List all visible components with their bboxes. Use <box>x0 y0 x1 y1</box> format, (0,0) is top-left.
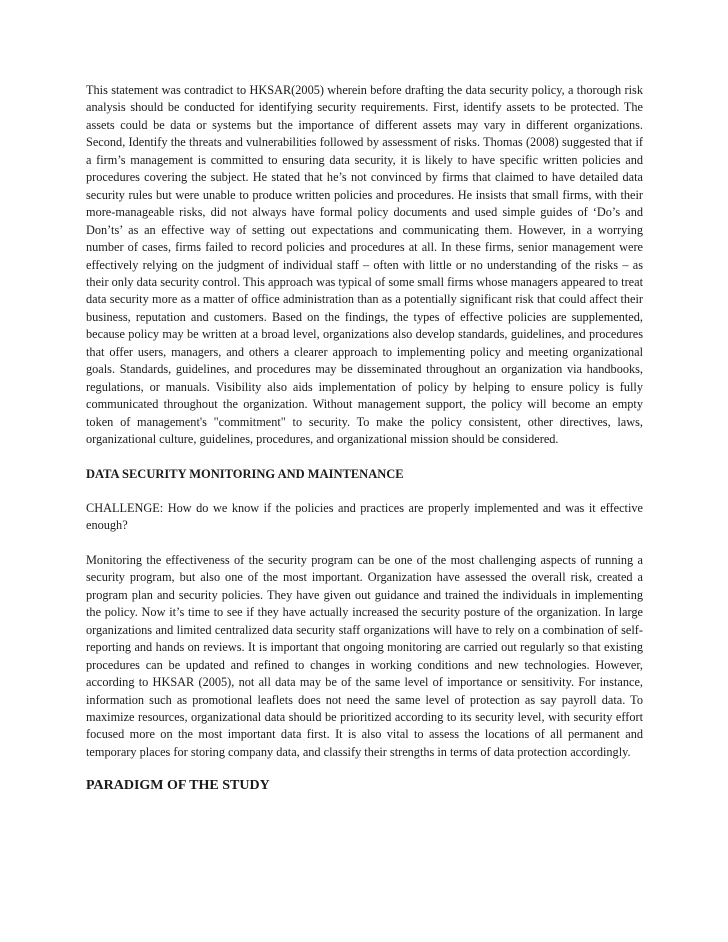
section-heading-paradigm: PARADIGM OF THE STUDY <box>86 778 270 794</box>
body-paragraph-monitoring: Monitoring the effectiveness of the security program can be one of the most challenging aspects of running a security program, but also one of the most important. Organization have assessed the overall risk, created a program plan and security policies. They have given out guidance and trained the individuals in implementing the policy. Now it’s time to see if they have actually increased the security posture of the organization. In large organizations and limited centralized data security staff organizations will have to rely on a combination of self-reporting and hands on reviews. It is important that ongoing monitoring are carried out regularly so that existing procedures can be updated and refined to changes in working conditions and new technologies. However, according to HKSAR (2005), not all data may be of the same level of importance or sensitivity. For instance, information such as promotional leaflets does not need the same level of protection as say payroll data. To maximize resources, organizational data should be prioritized according to its security level, with security effort focused more on the most important data first. It is also vital to assess the locations of all permanent and temporary places for storing company data, and classify their strengths in terms of data protection accordingly. <box>86 552 643 759</box>
section-heading-monitoring: DATA SECURITY MONITORING AND MAINTENANCE <box>86 466 404 481</box>
body-paragraph-challenge: CHALLENGE: How do we know if the policies and practices are properly implemented and was it effective enough? <box>86 500 643 533</box>
body-paragraph-policy-analysis: This statement was contradict to HKSAR(2005) wherein before drafting the data security policy, a thorough risk analysis should be conducted for identifying security requirements. First, identify assets to be protected. The assets could be data or systems but the importance of different assets may vary in different organizations. Second, Identify the threats and vulnerabilities followed by assessment of risks. Thomas (2008) suggested that if a firm’s management is committed to ensuring data security, it is likely to have specific written policies and procedures covering the subject. He stated that he’s not convinced by firms that claimed to have detailed data security rules but were unable to produce written policies and procedures. He insists that small firms, with their more-manageable risks, did not always have formal policy documents and used simple guides of ‘Do’s and Don’ts’ as an effective way of setting out expectations and communicating them. However, in a worrying number of cases, firms failed to record policies and procedures at all. In these firms, senior management were effectively relying on the judgment of individual staff – often with little or no understanding of the risks – as their only data security control. This approach was typical of some small firms whose managers appeared to treat data security more as a matter of office administration than as a potentially significant risk that could affect their business, reputation and customers. Based on the findings, the types of effective policies are supplemented, because policy may be written at a broad level, organizations also develop standards, guidelines, and procedures that offer users, managers, and others a clearer approach to implementing policy and meeting organizational goals. Standards, guidelines, and procedures may be disseminated throughout an organization via handbooks, regulations, or manuals. Visibility also aids implementation of policy by helping to ensure policy is fully communicated throughout the organization. Without management support, the policy will become an empty token of management's "commitment" to security. To make the policy consistent, other directives, laws, organizational culture, guidelines, procedures, and organizational mission should be considered. <box>86 83 643 447</box>
document-page <box>86 82 643 795</box>
